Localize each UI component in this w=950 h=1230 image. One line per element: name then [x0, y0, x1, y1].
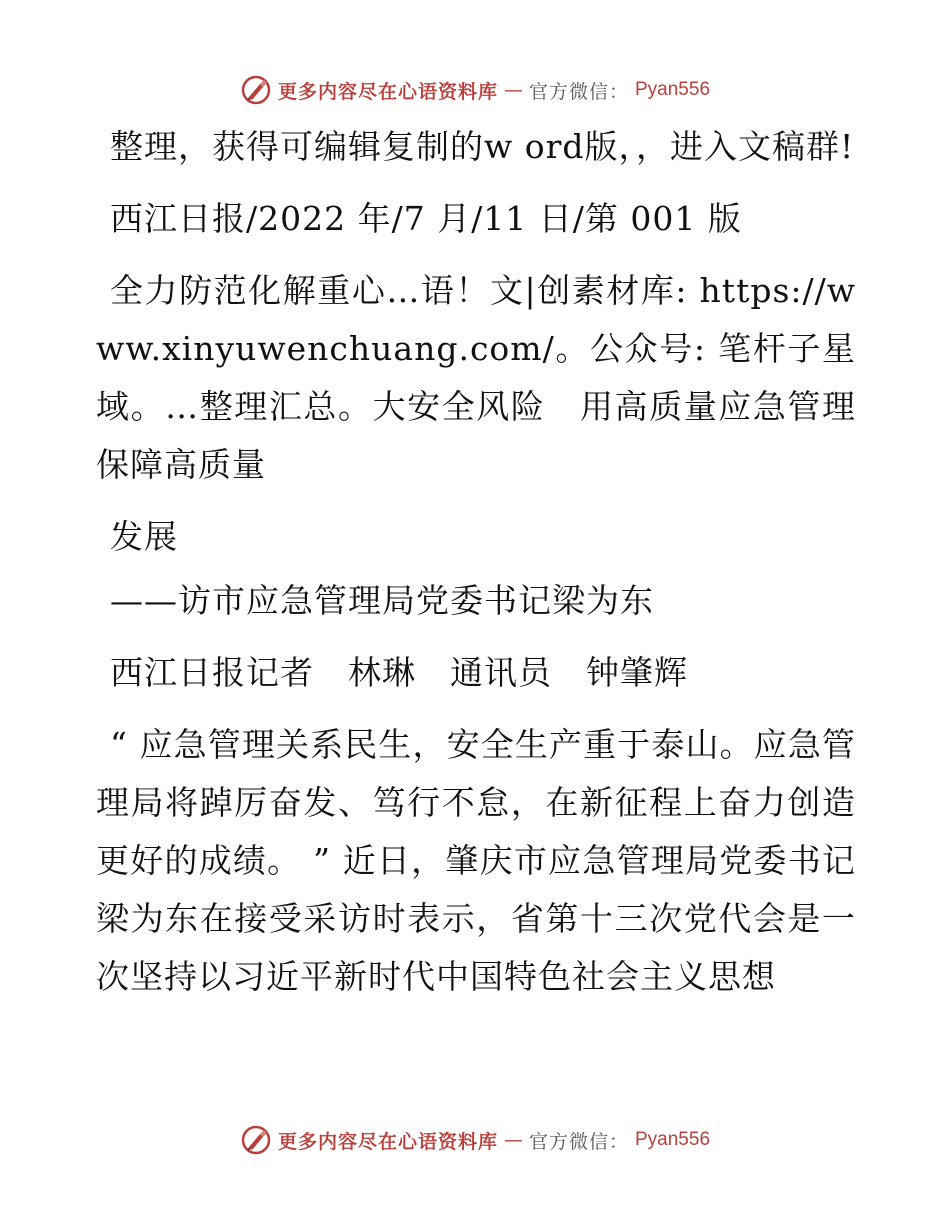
footer-watermark-banner [0, 1122, 950, 1158]
byline: 西江日报记者 林琳 通讯员 钟肇辉 [110, 653, 688, 692]
pen-logo-icon [240, 1124, 272, 1156]
subtitle-line: ——访市应急管理局党委书记梁为东 [110, 581, 654, 620]
header-watermark-banner [0, 72, 950, 108]
intro-paragraph: 整理，获得可编辑复制的w ord版，，进入文稿群! [110, 127, 855, 166]
body-paragraph: “ 应急管理关系民生，安全生产重于泰山。应急管理局将踔厉奋发、笃行不怠，在新征程上奋力创造更好的成绩。 ” 近日，肇庆市应急管理局党委书记梁为东在接受采访时表示，省第十三次党代会是一次坚持以习近平新时代中国特色社会主义思想 [96, 725, 856, 996]
banner-brand-text: 更多内容尽在心语资料库 [277, 80, 498, 103]
article-body [96, 118, 856, 1020]
banner-wechat-id: Pyan556 [635, 79, 711, 100]
headline-paragraph: 全力防范化解重心…语！文|创素材库: https://www.xinyuwenchuang.com/。公众号: 笔杆子星域。…整理汇总。大安全风险 用高质量应急管理保障高质量 [96, 271, 856, 484]
banner-wechat-id: Pyan556 [635, 1129, 711, 1150]
banner-official-label: 官方微信： [528, 80, 629, 103]
publication-line: 西江日报/2022 年/7 月/11 日/第 001 版 [110, 199, 742, 238]
pen-logo-icon [240, 74, 272, 106]
banner-separator: — [503, 1129, 523, 1151]
banner-brand-text: 更多内容尽在心语资料库 [277, 1130, 498, 1153]
headline-continuation: 发展 [110, 517, 178, 556]
banner-official-label: 官方微信： [528, 1130, 629, 1153]
banner-separator: — [503, 79, 523, 101]
